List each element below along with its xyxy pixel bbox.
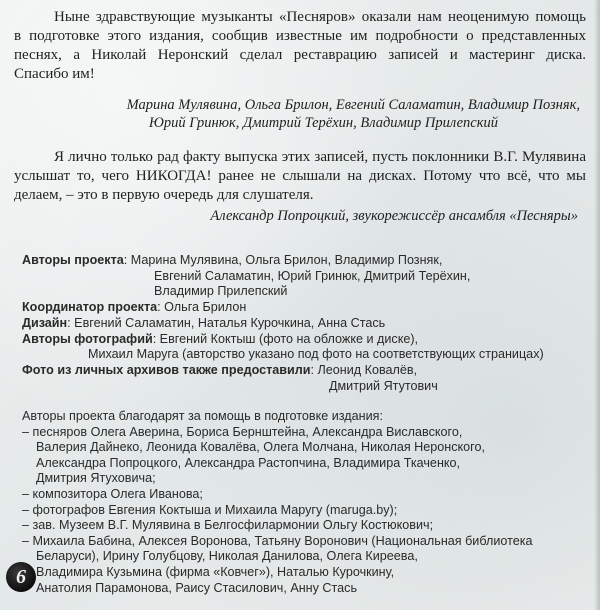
credits-authors-cont: Владимир Прилепский xyxy=(154,284,288,299)
credits-archives-label: Фото из личных архивов также предоставили xyxy=(22,362,311,377)
credits-archives xyxy=(22,363,592,379)
credits-authors-label: Авторы проекта xyxy=(22,253,124,267)
credits-photos-label: Авторы фотографий xyxy=(22,331,153,346)
thanks-line: Александра Попроцкого, Александра Растопчина, Владимира Ткаченко, xyxy=(36,455,461,470)
thanks-section xyxy=(22,409,592,596)
credits-design-value: : Евгений Саламатин, Наталья Курочкина, Анна Стась xyxy=(67,315,386,330)
thanks-line: Беларуси), Ирину Голубцову, Николая Данилова, Олега Киреева, xyxy=(36,549,418,564)
credits-coordinator xyxy=(22,300,592,316)
page-edge-shadow xyxy=(594,0,600,610)
credits-photos-cont: Михаил Маруга (авторство указано под фото на соответствующих страницах) xyxy=(88,347,544,362)
credits-design-label: Дизайн xyxy=(22,315,68,330)
thanks-line: Валерия Дайнеко, Леонида Ковалёва, Олега Молчана, Николая Неронского, xyxy=(36,440,485,455)
signature-line: Марина Мулявина, Ольга Брилон, Евгений Саламатин, Владимир Позняк, xyxy=(126,97,580,113)
credits-archives-value: : Леонид Ковалёв, xyxy=(310,362,418,377)
thanks-line: Анатолия Парамонова, Раису Стасилович, Анну Стась xyxy=(36,580,358,595)
signature-line: Юрий Гринюк, Дмитрий Терёхин, Владимир Прилепский xyxy=(148,115,498,131)
intro-signature xyxy=(0,96,600,132)
credits-section xyxy=(22,253,592,394)
thanks-line: Дмитрия Ятуховича; xyxy=(36,471,156,486)
engineer-note xyxy=(0,148,600,205)
credits-design xyxy=(22,316,592,332)
page-number: 6 xyxy=(6,562,36,592)
note-line: делаем, – это в первую очередь для слушателя. xyxy=(14,187,314,203)
thanks-line: Владимира Кузьмина (фирма «Ковчег»), Наталью Курочкину, xyxy=(36,564,395,579)
intro-line: песнях, а Николай Неронский сделал реставрацию записей и мастеринг диска. xyxy=(14,47,586,63)
thanks-line: – композитора Олега Иванова; xyxy=(22,486,203,501)
intro-line: Спасибо им! xyxy=(14,66,95,82)
credits-authors xyxy=(22,253,592,269)
thanks-line: – зав. Музеем В.Г. Мулявина в Белгосфилармонии Ольгу Костюкович; xyxy=(22,518,434,533)
credits-authors-cont: Евгений Саламатин, Юрий Гринюк, Дмитрий Терёхин, xyxy=(154,268,471,283)
credits-coordinator-value: : Ольга Брилон xyxy=(157,300,247,315)
credits-photos-value: : Евгений Коктыш (фото на обложке и диске), xyxy=(152,331,419,346)
note-line: Я лично только рад факту выпуска этих записей, пусть поклонники В.Г. Мулявина xyxy=(54,149,586,165)
thanks-line: – песняров Олега Аверина, Бориса Бернштейна, Александра Виславского, xyxy=(22,424,463,439)
credits-archives-cont: Дмитрий Ятутович xyxy=(329,378,438,393)
intro-line: в подготовке этого издания, сообщив известные им подробности о представленных xyxy=(14,28,586,44)
credits-coordinator-label: Координатор проекта xyxy=(22,300,158,315)
thanks-line: – фотографов Евгения Коктыша и Михаила Маругу (maruga.by); xyxy=(22,502,398,517)
credits-photos xyxy=(22,332,592,348)
note-line: услышат то, чего НИКОГДА! ранее не слышали на дисках. Потому что всё, что мы xyxy=(14,168,586,184)
intro-paragraph xyxy=(0,8,600,84)
intro-line: Ныне здравствующие музыканты «Песняров» оказали нам неоценимую помощь xyxy=(54,9,586,25)
engineer-signature: Александр Попроцкий, звукорежиссёр ансамбля «Песняры» xyxy=(210,208,578,224)
thanks-line: – Михаила Бабина, Алексея Воронова, Татьяну Воронович (Национальная библиотека xyxy=(22,533,533,548)
thanks-line: Авторы проекта благодарят за помощь в подготовке издания: xyxy=(22,409,383,423)
credits-authors-value: : Марина Мулявина, Ольга Брилон, Владимир Позняк, xyxy=(123,253,443,267)
